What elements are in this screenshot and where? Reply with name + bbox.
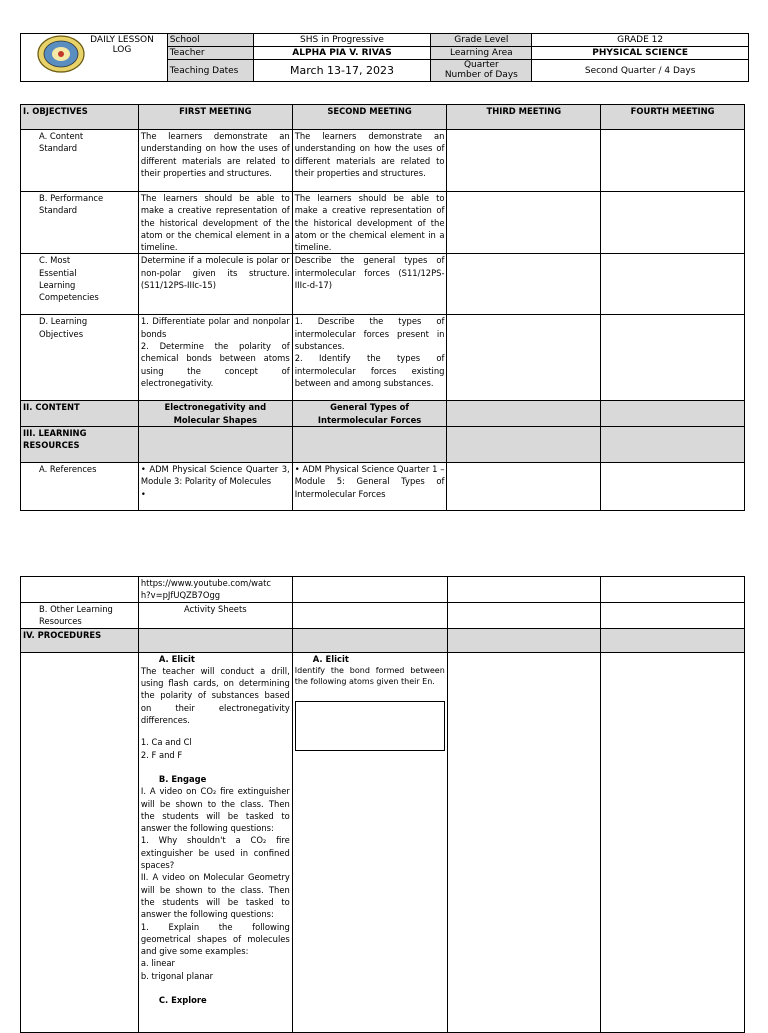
first-elicit-title: A. Elicit bbox=[158, 653, 195, 664]
second-meeting-header: SECOND MEETING bbox=[292, 105, 447, 130]
first-elicit-items: 1. Ca and Cl 2. F and F bbox=[140, 737, 192, 760]
answer-box bbox=[295, 701, 445, 751]
learning-objectives-second: 1. Describe the types of intermolecular forces present in substances. 2. Identify the types of intermolecular forces existing between and among substances. bbox=[292, 315, 447, 401]
grade-level-label: Grade Level bbox=[431, 34, 532, 47]
youtube-link[interactable]: https://www.youtube.com/watc h?v=pJfUQZB7Ogg bbox=[138, 577, 292, 603]
learning-area-label: Learning Area bbox=[431, 47, 532, 60]
school-value: SHS in Progressive bbox=[253, 34, 431, 47]
quarter-label: Quarter Number of Days bbox=[431, 60, 532, 82]
grade-level-value: GRADE 12 bbox=[532, 34, 749, 47]
learning-objectives-first: 1. Differentiate polar and nonpolar bonds 2. Determine the polarity of chemical bonds between atoms using the concept of electronegativity. bbox=[138, 315, 292, 401]
teacher-value: ALPHA PIA V. RIVAS bbox=[253, 47, 431, 60]
engage-text: I. A video on CO₂ fire extinguisher will be shown to the class. Then the students will be tasked to answer the following questions: 1. Why shouldn't a CO₂ fire extinguisher be used in confined spaces? II. A video on Molecular Geometry will be shown to the class. Then the students will be tasked to answer the following questions: 1. Explain the following geometrical shapes of molecules and give some examples: a. linear b. trigonal planar bbox=[140, 786, 290, 981]
third-meeting-header: THIRD MEETING bbox=[447, 105, 601, 130]
second-elicit-title: A. Elicit bbox=[312, 653, 349, 664]
procedures-label: IV. PROCEDURES bbox=[21, 628, 139, 652]
performance-standard-label: B. Performance Standard bbox=[21, 192, 139, 254]
content-standard-first: The learners demonstrate an understanding on how the uses of different materials are related to their properties and structures. bbox=[138, 130, 292, 192]
content-label: II. CONTENT bbox=[21, 401, 139, 427]
first-elicit-text: The teacher will conduct a drill, using flash cards, on determining the polarity of substances based on their electronegativity differences. bbox=[140, 665, 290, 726]
content-standard-second: The learners demonstrate an understanding on how the uses of different materials are related to their properties and structures. bbox=[292, 130, 447, 192]
teacher-label: Teacher bbox=[167, 47, 253, 60]
explore-title: C. Explore bbox=[158, 995, 207, 1006]
fourth-meeting-header: FOURTH MEETING bbox=[601, 105, 745, 130]
performance-standard-second: The learners should be able to make a creative representation of the historical development of the atom or the chemical element in a timeline. bbox=[292, 192, 447, 254]
references-label: A. References bbox=[21, 463, 139, 511]
content-standard-label: A. Content Standard bbox=[21, 130, 139, 192]
competencies-second: Describe the general types of intermolecular forces (S11/12PS-IIIc-d-17) bbox=[292, 254, 447, 315]
references-second: • ADM Physical Science Quarter 1 – Module 5: General Types of Intermolecular Forces bbox=[292, 463, 447, 511]
document-title: DAILY LESSON LOG bbox=[90, 35, 154, 55]
learning-resources-label: III. LEARNING RESOURCES bbox=[21, 427, 139, 463]
school-label: School bbox=[167, 34, 253, 47]
first-meeting-header: FIRST MEETING bbox=[138, 105, 292, 130]
objectives-header: I. OBJECTIVES bbox=[21, 105, 139, 130]
quarter-value: Second Quarter / 4 Days bbox=[532, 60, 749, 82]
other-resources-first: Activity Sheets bbox=[138, 602, 292, 628]
competencies-first: Determine if a molecule is polar or non-polar given its structure. (S11/12PS-IIIc-15) bbox=[138, 254, 292, 315]
teaching-dates-value: March 13-17, 2023 bbox=[253, 60, 431, 82]
engage-title: B. Engage bbox=[158, 773, 207, 784]
second-elicit-text: Identify the bond formed between the following atoms given their En. bbox=[294, 665, 445, 686]
content-second: General Types of Intermolecular Forces bbox=[292, 401, 447, 427]
header-table bbox=[20, 33, 749, 82]
other-resources-label: B. Other Learning Resources bbox=[21, 602, 139, 628]
performance-standard-first: The learners should be able to make a creative representation of the historical development of the atom or the chemical element in a timeline. bbox=[138, 192, 292, 254]
teaching-dates-label: Teaching Dates bbox=[167, 60, 253, 82]
learning-area-value: PHYSICAL SCIENCE bbox=[532, 47, 749, 60]
competencies-label: C. Most Essential Learning Competencies bbox=[21, 254, 139, 315]
references-first: • ADM Physical Science Quarter 3, Module 3: Polarity of Molecules • bbox=[138, 463, 292, 511]
learning-objectives-label: D. Learning Objectives bbox=[21, 315, 139, 401]
lesson-table-continued bbox=[20, 576, 745, 1033]
content-first: Electronegativity and Molecular Shapes bbox=[138, 401, 292, 427]
lesson-table bbox=[20, 104, 745, 511]
